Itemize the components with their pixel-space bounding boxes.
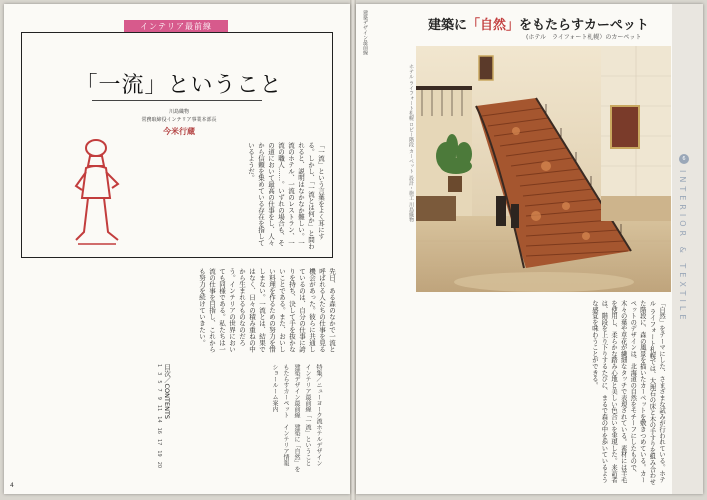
page-number: 4 [10,482,14,489]
toc-entries: 特集／ニューヨーク流ホテルデザイン インテリア最前線「一流」ということ 建築デザイン最前線 建築に「自然」をもたらすカーペット インテリア情報 ショールーム案内 [271,364,322,472]
author-affiliation [44,108,314,124]
title-rule [92,100,262,101]
article-subtitle: (ホテル ライフォート札幌）のカーペット [526,34,642,41]
toc-page-numbers: 1 3 5 7 9 11 14 16 17 19 20 [156,364,162,469]
staircase-photo [416,46,671,292]
author-company: 川島織物 [168,109,189,115]
toc-heading: 目次／CONTENTS [163,364,171,420]
article-body: 「自然」をテーマにした、さまざまな試みが行われている。ホテル ライフォート札幌では、大理石の床と木の手すりを組み合わせた階段に、森の風景を描いたカーペットを敷きつめている。カーペットのデザインは、北海道の自然をモチーフにしたもので、木々の葉や草花が繊細なタッチで表現されている。素材には羊毛を使用し、柔らかな踏み心地と美しい色合いを実現した。来訪者は、階段を上り下りするたびに、まるで森の中を歩いているような感覚を味わうことができる。 [590,300,665,485]
side-strip [672,4,703,494]
section-side-label: INTERIOR & TEXTILE [678,170,687,324]
article-title [428,14,649,33]
section-banner: インテリア最前線 [124,20,228,33]
title-prefix: 建築に [428,18,468,33]
title-quote: 「自然」 [467,18,520,33]
left-page [4,4,350,494]
intro-text: 「一流」という言葉をよく耳にする。しかし、「一流とは何か」と問われると、説明はなかなか難しい。一流のホテル、一流のレストラン、一流の職人……。いずれの場合も、その道において最高の仕事をし、人々から信頼を集めている存在を指しているようだ。 [247,142,325,250]
body-text: 先日、ある森のなかで一流と呼ばれる人たちの仕事を見る機会があった。彼らに共通しているのは、自分の仕事に誇りを持ち、決して手を抜かないことである。また、おいしい料理を作るための努力を惜しまない。一流とは、結果ではなく、日々の積み重ねの中から生まれるものなのだろう。インテリアの世界においても同様である。私たちは一流の仕事を目指し、これからも努力を続けていきたい。 [198,268,336,353]
title-suffix: をもたらすカーペット [519,18,649,33]
table-of-contents [24,364,324,476]
right-page [356,4,703,494]
article-title: 「一流」ということ [75,73,283,98]
chef-illustration [66,136,126,251]
photo-caption: ホテル ライフォート札幌 ロビー階段 カーペット 設計・施工 川島織物 [408,64,414,222]
author-role: 常務取締役インテリア事業本部長 [141,117,217,123]
side-page-badge: 6 [679,154,689,164]
section-kicker: 建築デザイン最前線 [362,10,368,55]
author-name: 今米行蔵 [163,126,195,136]
